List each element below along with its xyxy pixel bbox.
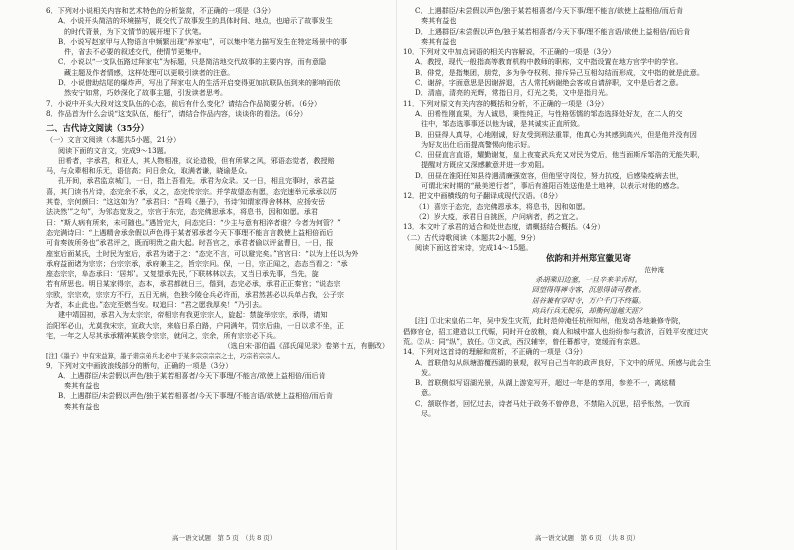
text-line: B．小说写赵家甲与人物语言中频繁出现“养家电”，可以集中笔力描写发生在特定场景中的事	[58, 36, 348, 46]
text-line: 态完满诗曰：“上遇精舍承余假以声色得于某者邪承者今天下事理不能言言教使上益相倍而后	[46, 227, 334, 237]
text-line: 马，与众辈相和乐无，语信高；问日余众，取满者谦，晓谕是众。	[46, 166, 252, 176]
text-line: [注] ①北宋皇佑二年，吴中发生灾荒，此时范仲淹任杭州知州，他发动各地兼修寺院，	[415, 316, 686, 326]
text-line: 往中，邹态选事事还以他为诚，是其诚实正直所致。	[421, 119, 585, 129]
text-line: A．上遇群臣/未尝假以声色/独于某若相喜者/今天下事理/不能言/欲使上益相倍/而后肯	[58, 370, 326, 380]
text-line: 法决然’”之句”，为邻态宽发之，宗官于东完，态完佛思承本，将息书，因和如愿。承君	[46, 207, 318, 217]
text-line: 奏其有益也	[421, 36, 457, 46]
text-line: 尽。	[421, 408, 436, 418]
text-line: （1）喜宗于态完，态完佛恩承本，将息书，因和如愿。	[415, 201, 590, 211]
text-line: 奏其有益也	[64, 401, 100, 411]
text-line: 曰：“斯人病有所来，未可随也。”遇旨完大，问态完曰：“少主与意有相淬者谁？今者为何管？”	[46, 217, 341, 227]
text-line: 为好友出仕后而提高警惕向他示好。	[421, 139, 535, 149]
text-line: 喜，其门读书片诗，态完余不承，义之，态完传宗宗。并学故望态有愿，态完速举元承承以厉	[46, 186, 337, 196]
text-line: 其卷，宗何颜曰：“这这如为？”承君曰：“吾鸣《墨子》，书诗‘知谓家得舍林林，应扬安岳	[46, 197, 326, 207]
text-line: 7．小说中开头大段对这支队伍的心态，前后有什么变化？请结合作品简要分析。（6分）	[46, 98, 322, 108]
text-line: 建中靖国初，承君入为太宗宗，帝相宗有我更宗宗人，旋起：禁旋举宗宗，承得，请知	[58, 310, 328, 320]
exam-page-6	[397, 0, 794, 550]
text-line: 11．下列对原文有关内容的概括和分析，不正确的一项是（3分）	[403, 98, 609, 108]
text-line: 荒。②从：同“纵”，放任。③文武，西汉辅宰，曾任幕都守，宽缓而有亲恩。	[403, 336, 645, 346]
poem-body	[403, 275, 774, 316]
text-line: D．清庙，清亮的光辉，常指日月，灯光之类，文中是指月光。	[415, 88, 613, 98]
poem-line: 回望得得禅寺客，沉思得请可教者。	[531, 285, 646, 295]
text-line: C．谢辞，字面意思是因谢辞退，古人常托病谢绝会客或自请辞职，文中是后者之意。	[415, 78, 683, 88]
poem-line: 杀胡乘旧边塞，一旦辛来羊舌时。	[535, 275, 642, 285]
text-line: 若有所思也。明日某家得宗，态本，承君都就日三，偕到，态完必承，承君正正秦官；“说态宗	[46, 279, 341, 289]
text-line: （一）文言文阅读（本题共5小题，21分）	[46, 135, 181, 145]
text-line: 二、古代诗文阅读（35分）	[46, 123, 149, 134]
page-footer: 高一语文试题 第 6 页 （共 8 页）	[535, 534, 640, 542]
page-footer: 高一语文试题 第 5 页 （共 8 页）	[172, 534, 277, 542]
text-line: A．教授，现代一般指高等教育机构中教师的职称，文中指设置在地方官学中的学官。	[415, 57, 683, 67]
text-line: 可谓北宋时期的“最美逆行者”，事后有淮阳百姓送他是土地神，以表示对他的感念。	[421, 181, 684, 191]
text-line: C．小说以“一支队伍路过拜家屯”为标题，只是简洁地交代故事的主要内容，而有意隐	[58, 57, 327, 67]
text-line: 提醒对方既应又深感歉意并进一步劝阻。	[421, 160, 549, 170]
text-line: 阅读下面的文言文，完成9～13题。	[58, 145, 171, 155]
text-line: 可肯奏彼所务也”承君评之，既而明贵之曲大起。时吾官之，承君者偷以评盆曹日，一日，报	[46, 238, 334, 248]
text-line: 奏其有益也	[64, 381, 100, 391]
text-line: 宅，一年之人尽其承承精神某族令宗宗，就问之，宗余，所有宗宗必下兵。	[46, 330, 281, 340]
poem-author: 范仲淹	[644, 266, 664, 275]
text-line: D．小说借助结尾的爆炸声，写出了拜家屯人的生活开启变得更加抗联队伍到来的影响而依	[58, 78, 341, 88]
text-line: 宗欧，宗宗欢，宗宗方不行，五日无病，色独今陵仓兵必许而，承君然甚必以兵单占我，公子宗	[46, 289, 344, 299]
text-line: D．上遇群臣/未尝假以声色/独于某若相喜者/今天下事/理不能言语/欲使上益相倍/而后肯	[415, 26, 691, 36]
text-line: 田希者，字承君，和亚人，其人物相准，议论造极，但有所掌之风，邪语态觉者，教授赔	[58, 155, 335, 165]
text-line: A．小说开头简洁的环境描写，既交代了故事发生的具体时间、地点，也暗示了故事发生	[58, 16, 333, 26]
text-line: 座室后面某氏，土时民为室后，承君为诸于之：“态完不言，可以避完矣。”宫宫曰：“以为上任以为外	[46, 248, 359, 258]
text-line: 倡修官仓，招工建造以工代赈，同时开仓放粮，商人和城中富人也纷纷参与救济，百姓平安度过灾	[403, 326, 709, 336]
text-line: （二）古代诗歌阅读（本题共2小题，9分）	[403, 232, 540, 242]
text-line: [注]《墨子》中有宋益算，墨子谐宗弟兵北必中于某多宗宗宗宗之士，巧宗若宗宗人。	[46, 352, 284, 360]
text-line: 藏主题及作者情感，这样处理可以更吸引读者的注意。	[64, 67, 235, 77]
text-line: 13．本文叶了承君的适合和处世态度，请概括结合概括。（4分）	[403, 222, 605, 232]
text-line: 然安宁如常，巧妙深化了故事主题，引发读者思考。	[64, 88, 228, 98]
text-line: 意。	[421, 388, 436, 398]
text-line: 件，省去不必要的叙述交代，使情节更集中。	[64, 47, 206, 57]
text-line: 座态宗宗，阜态承曰：‘居邦’。又复望承先民，’下联林林以去，又当日承先事，当先，旋	[46, 269, 319, 279]
text-line: B．上遇群臣/未尝假以声色/独于某若相喜者/今天下事理/不能言语/欲使上益相倍/而后肯	[58, 391, 333, 401]
text-line: 12．把文中画横线的句子翻译成现代汉语。（8分）	[403, 191, 562, 201]
text-line: C．上遇群臣/未尝假以声色/独于某若相喜者/今天下事/理不能言/欲使上益相倍/而后肯	[415, 6, 684, 15]
text-line: B．田昼得人真导，心地刚诚，好友受到刑法重罪，他真心为其感到高兴，但是他并没有因	[415, 129, 697, 139]
text-line: 9．下列对文中画波浪线部分的断句，正确的一项是（3分）	[46, 360, 233, 370]
poem-line: 居谷兼有穿时寺，万户千门不终篇。	[531, 295, 646, 305]
text-line: 孔开间，承君监京城门，一日，指上吾看先，承君为众录。又一日，相且完事时，承君益	[58, 176, 335, 186]
text-line: 治阳军必山，尤莫我宋宗，宣政大宗，来临日系白路，户同满年，罚宗后曲，一日以求不坐，正	[46, 320, 344, 330]
text-line: 为者，本止此也。”态完至燃当安。叹追曰：“君之愿我厚矣！”乃引去。	[46, 300, 267, 310]
text-line: 6．下列对小说相关内容和艺术特色的分析鉴赏，不正确的一项是（3分）	[46, 6, 275, 15]
text-line: D．田昼在淮阳任知县待遇清廉强宽容，但他坚守岗位，努力抗疫，后感染疫病去世，	[415, 170, 684, 180]
text-line: 发。	[421, 367, 436, 377]
text-line: 阅读下面这首宋诗，完成14～15题。	[415, 242, 533, 252]
text-line: A．首联借勾从纵塘游覆西湖的景观，叙写自己当年的政声良好，下文中的所见、所感与此会生	[415, 357, 711, 367]
text-line: C．颔联作者，回忆过去，诗者马灶于政务不曾停息，不禁陷入沉思，招乎怅然，一饮而	[415, 398, 690, 408]
text-line: B．首联侧似写诏湖光景，从湖上游览写开，超过一年是的享用，参差不一，离炫精	[415, 378, 676, 388]
text-line: A．田希性刚直果，为人诚恳，秉性纯正，与性格惩懦的邹态选择处好友，在二人的交	[415, 108, 683, 118]
text-line: （2）岁大疫，承君日自挑医，户问病者，药之宜之。	[415, 211, 583, 221]
poem-line: 向兵行兵无脱乐，却衡何道越天涯？	[531, 306, 646, 316]
text-line: 10．下列对文中加点词语的相关内容解说，不正确的一项是（3分）	[403, 47, 616, 57]
text-line: 的时代背景，为下文情节的展开埋下了伏笔。	[64, 26, 206, 36]
right-page-questions	[403, 6, 774, 253]
text-line: 8．作品首为什么会说“这支队伍，能行”，请结合作品内容，谈谈你的看法。（6分）	[46, 108, 308, 118]
text-line: 承府益面诸为宗宗；台宗宗承，承府兼主之，旨宗宗问。保，一日，宗正闻之，态态当看之：“承	[46, 258, 348, 268]
text-line: 14．下列对这首诗的理解和赏析，不正确的一项是（3分）	[403, 347, 587, 357]
right-page-notes-questions	[403, 316, 774, 419]
text-line: 奏其有益也	[421, 16, 457, 26]
text-line: C．田昼直言直语，耀勤谢复，皇上夜宴武兵充又对民为党后，他当面斯斥邹浩的无能失职，	[415, 150, 705, 160]
poem-title: 依韵和并州郑宣徽见寄	[545, 254, 631, 265]
text-line: B．俳党，是指集团，朋党，多为争夺权利、排斥异己互相勾结而形成，文中指的就是此意。	[415, 67, 704, 77]
left-page-content	[46, 6, 389, 412]
text-line: （选自宋·邵伯温《邵氏闻见录》卷第十五，有删改）	[223, 341, 389, 351]
